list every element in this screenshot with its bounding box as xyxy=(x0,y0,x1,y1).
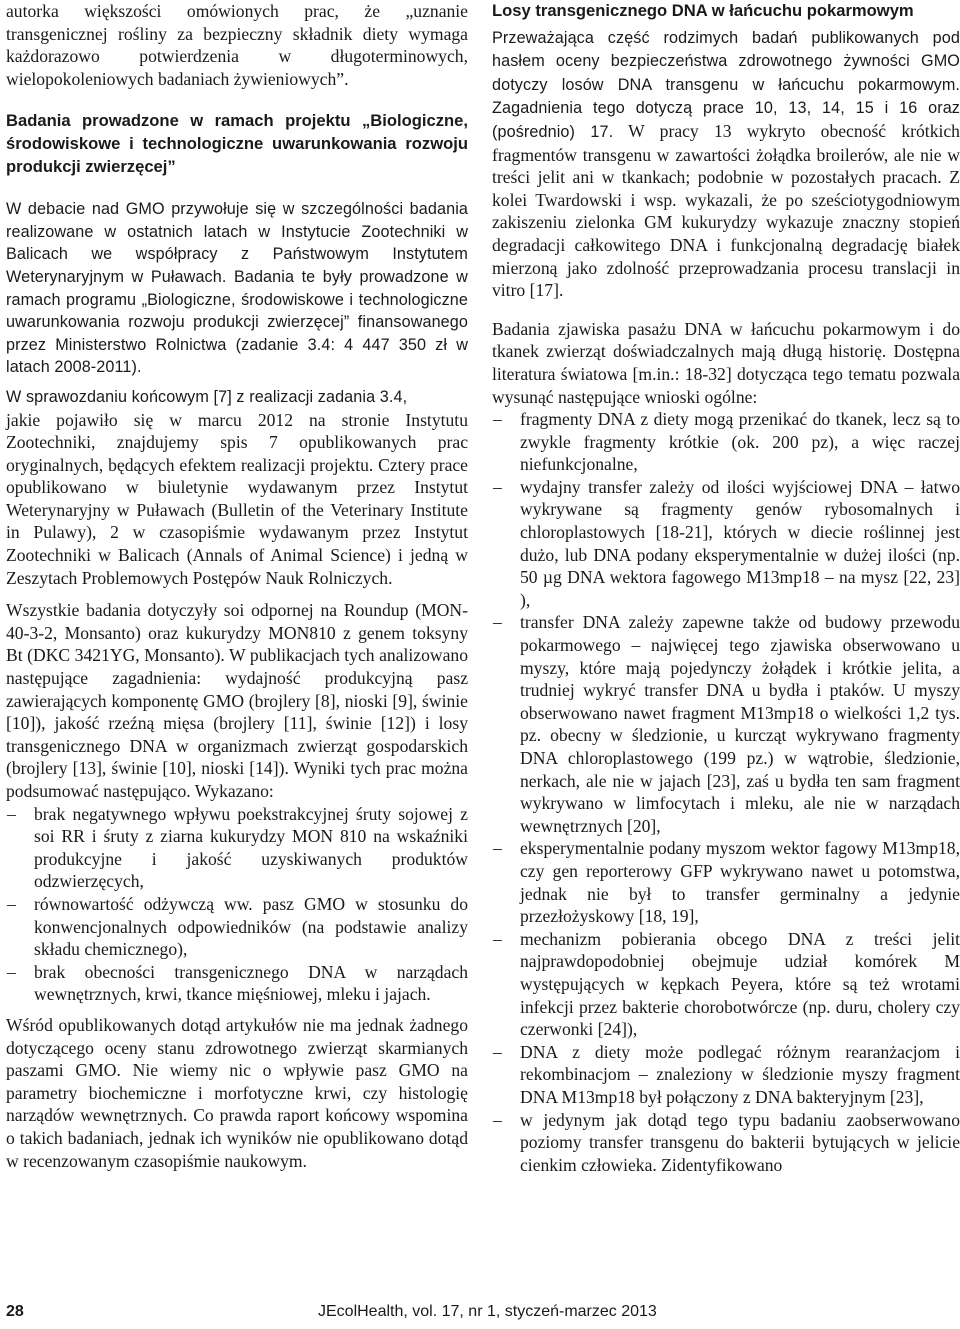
section-heading-project: Badania prowadzone w ramach projektu „Biologiczne, środowiskowe i technologiczne uwarunkowania rozwoju produkcji zwierzęcej” xyxy=(6,111,468,176)
list-item: – brak obecności transgenicznego DNA w narządach wewnętrznych, krwi, tkance mięśniowej, mleku i jajach. xyxy=(6,961,468,1006)
list-item: – fragmenty DNA z diety mogą przenikać do tkanek, lecz są to zwykle fragmenty krótkie (ok. 200 pz), a więc raczej niefunkcjonalne, xyxy=(492,408,960,476)
intro-paragraph: autorka większości omówionych prac, że „uznanie transgenicznej rośliny za bezpieczny składnik diety wymaga każdorazowo potwierdzenia w długoterminowych, wielopokoleniowych badaniach żywieniowych”. xyxy=(6,1,468,89)
paragraph-no-health-study: Wśród opublikowanych dotąd artykułów nie ma jednak żadnego dotyczącego oceny stanu zdrowotnego zwierząt skarmianych paszami GMO. Nie wiemy nic o wpływie pasz GMO na parametry biochemiczne i morfotyczne krwi, czy histologię narządów wewnętrznych. Co prawda raport końcowy wspomina o takich badaniach, jednak ich wyników nie opublikowano dotąd w recenzowanym czasopiśmie naukowym. xyxy=(6,1014,468,1171)
list-item: – eksperymentalnie podany myszom wektor fagowy M13mp18, czy gen reporterowy GFP wykrywano nawet u potomstwa, jednak nie był to transfer germinalny a jedynie przezłożyskowy [18, 19], xyxy=(492,837,960,927)
majority-text: Przeważająca część rodzimych badań publikowanych pod hasłem oceny bezpieczeństwa zdrowotnego żywności GMO dotyczy losów DNA transgenu w łańcuchu pokarmowym. Zagadnienia tego dotyczą prace 10, 13, 14, 15 i 16 oraz (pośrednio) 17. xyxy=(492,28,960,141)
paragraph-roundup: Wszystkie badania dotyczyły soi odpornej na Roundup (MON-40-3-2, Monsanto) oraz kukurydzy MON810 z genem toksyny Bt (DKC 3421YG, Monsanto). W publikacjach tych analizowano następujące zagadnienia: wydajność produkcyjną pasz zawierających komponentę GMO (brojlery [8], nioski [9], świnie [10]), jakość rzeźną mięsa (brojlery [11], świnie [12]) i losy transgenicznego DNA w organizmach zwierząt gospodarskich (brojlery [13], świnie [10], nioski [14]). Wyniki tych prac można podsumować następująco. Wykazano: xyxy=(6,600,468,801)
list-item: – mechanizm pobierania obcego DNA z treści jelit najprawdopodobniej obejmuje udział komórek M występujących w kępkach Peyera, które są też wrotami infekcji przez bakterie chorobotwórcze (np. duru, cholery czy czerwonki [24]), xyxy=(492,928,960,1041)
paragraph-dna-passage: Badania zjawiska pasażu DNA w łańcuchu pokarmowym i do tkanek zwierząt doświadczalnych mają długą historię. Dostępna literatura światowa [m.in.: 18-32] dotycząca tego tematu pozwala wysunąć następujące wnioski ogólne: xyxy=(492,318,960,407)
list-item: – DNA z diety może podlegać różnym rearanżacjom i rekombinacjom – znaleziony w śledzionie myszy fragment DNA M13mp18 był połączony z DNA bakteryjnym [23], xyxy=(492,1041,960,1109)
list-item: – wydajny transfer zależy od ilości wyjściowej DNA – łatwo wykrywane są fragmenty genów rybosomalnych i chloroplastowych [18-21], których w diecie roślinnej jest dużo, lub DNA podany eksperymentalnie w dużej ilości (np. 50 µg DNA wektora fagowego M13mp18 – na mysz [22, 23] ), xyxy=(492,476,960,612)
left-column xyxy=(6,0,468,1172)
paragraph-report: jakie pojawiło się w marcu 2012 na stronie Instytutu Zootechniki, znajdujemy spis 7 opublikowanych prac oryginalnych, będących efektem realizacji projektu. Cztery prace opublikowano w biuletynie wydawanym przez Instytut Weterynaryjny w Puławach (Bulletin of the Veterinary Institute in Pulawy), 2 w czasopiśmie wydawanym przez Instytut Zootechniki w Balicach (Annals of Animal Science) i jedną w Zeszytach Problemowych Postępów Nauk Rolniczych. xyxy=(6,409,468,588)
list-item: – równowartość odżywczą ww. pasz GMO w stosunku do konwencjonalnych odpowiedników (na podstawie analizy składu chemicznego), xyxy=(6,893,468,961)
work13-text: W pracy 13 wykryto obecność krótkich fragmentów transgenu w zawartości żołądka broilerów, ale nie w treści jelit ani w tkankach; podobnie w pozostałych pracach. Z kolei Twardowski i wsp. wykazali, że po sześciotygodniowym zakiszeniu zielonka GM kukurydzy wykazuje znaczny stopień degradacji całkowitego DNA i funkcjonalną degradację białek mierzoną jako zdolność przeprowadzania procesu translacji in vitro [17]. xyxy=(492,120,960,301)
list-item: – w jedynym jak dotąd tego typu badaniu zaobserwowano poziomy transfer transgenu do bakterii bytujących w jelicie cienkim człowieka. Zidentyfikowano xyxy=(492,1109,960,1177)
right-column xyxy=(492,0,960,1176)
list-item: – transfer DNA zależy zapewne także od budowy przewodu pokarmowego – najwięcej tego zjawiska obserwowano u myszy, które mają pojedynczy żołądek i krótkie jelita, a trudniej wykryć transfer DNA u bydła i ptaków. U myszy obserwowano nawet fragment M13mp18 o wielkości 1,2 tys. pz. obecny w śledzionie, u kurcząt wykrywano fragmenty DNA chloroplastowego (199 pz.) w wątrobie, śledzionie, nerkach, ale nie w jajach [23], zaś u bydła ten sam fragment wykrywano w limfocytach i mleku, ale nie w narządach wewnętrznych [20], xyxy=(492,611,960,837)
debate-text: W debacie nad GMO przywołuje się w szczególności badania realizowane w ostatnich latach w Instytucie Zootechniki w Balicach we współpracy z Państwowym Instytutem Weterynaryjnym w Puławach. xyxy=(6,200,468,286)
paragraph-report-start: W sprawozdaniu końcowym [7] z realizacji zadania 3.4, xyxy=(6,387,408,406)
program-text: Badania te były prowadzone w ramach programu „Biologiczne, środowiskowe i technologiczne uwarunkowania rozwoju produkcji zwierzęcej” finansowanego przez Ministerstwo Rolnictwa (zadanie 3.4: 4 447 350 zł w latach 2008-2011). xyxy=(6,267,468,377)
list-item: – brak negatywnego wpływu poekstrakcyjnej śruty sojowej z soi RR i śruty z ziarna kukurydzy MON 810 na wskaźniki produkcyjne i jakość uzyskiwanych produktów odzwierzęcych, xyxy=(6,803,468,893)
conclusions-list xyxy=(492,408,960,1176)
results-list xyxy=(6,803,468,1006)
paragraph-debate xyxy=(6,198,468,379)
page-footer xyxy=(0,1303,960,1325)
section-heading-dna-fate: Losy transgenicznego DNA w łańcuchu pokarmowym xyxy=(492,1,914,20)
paragraph-majority xyxy=(492,26,960,302)
journal-citation: JEcolHealth, vol. 17, nr 1, styczeń-marzec 2013 xyxy=(318,1303,657,1320)
page-number: 28 xyxy=(6,1303,24,1320)
